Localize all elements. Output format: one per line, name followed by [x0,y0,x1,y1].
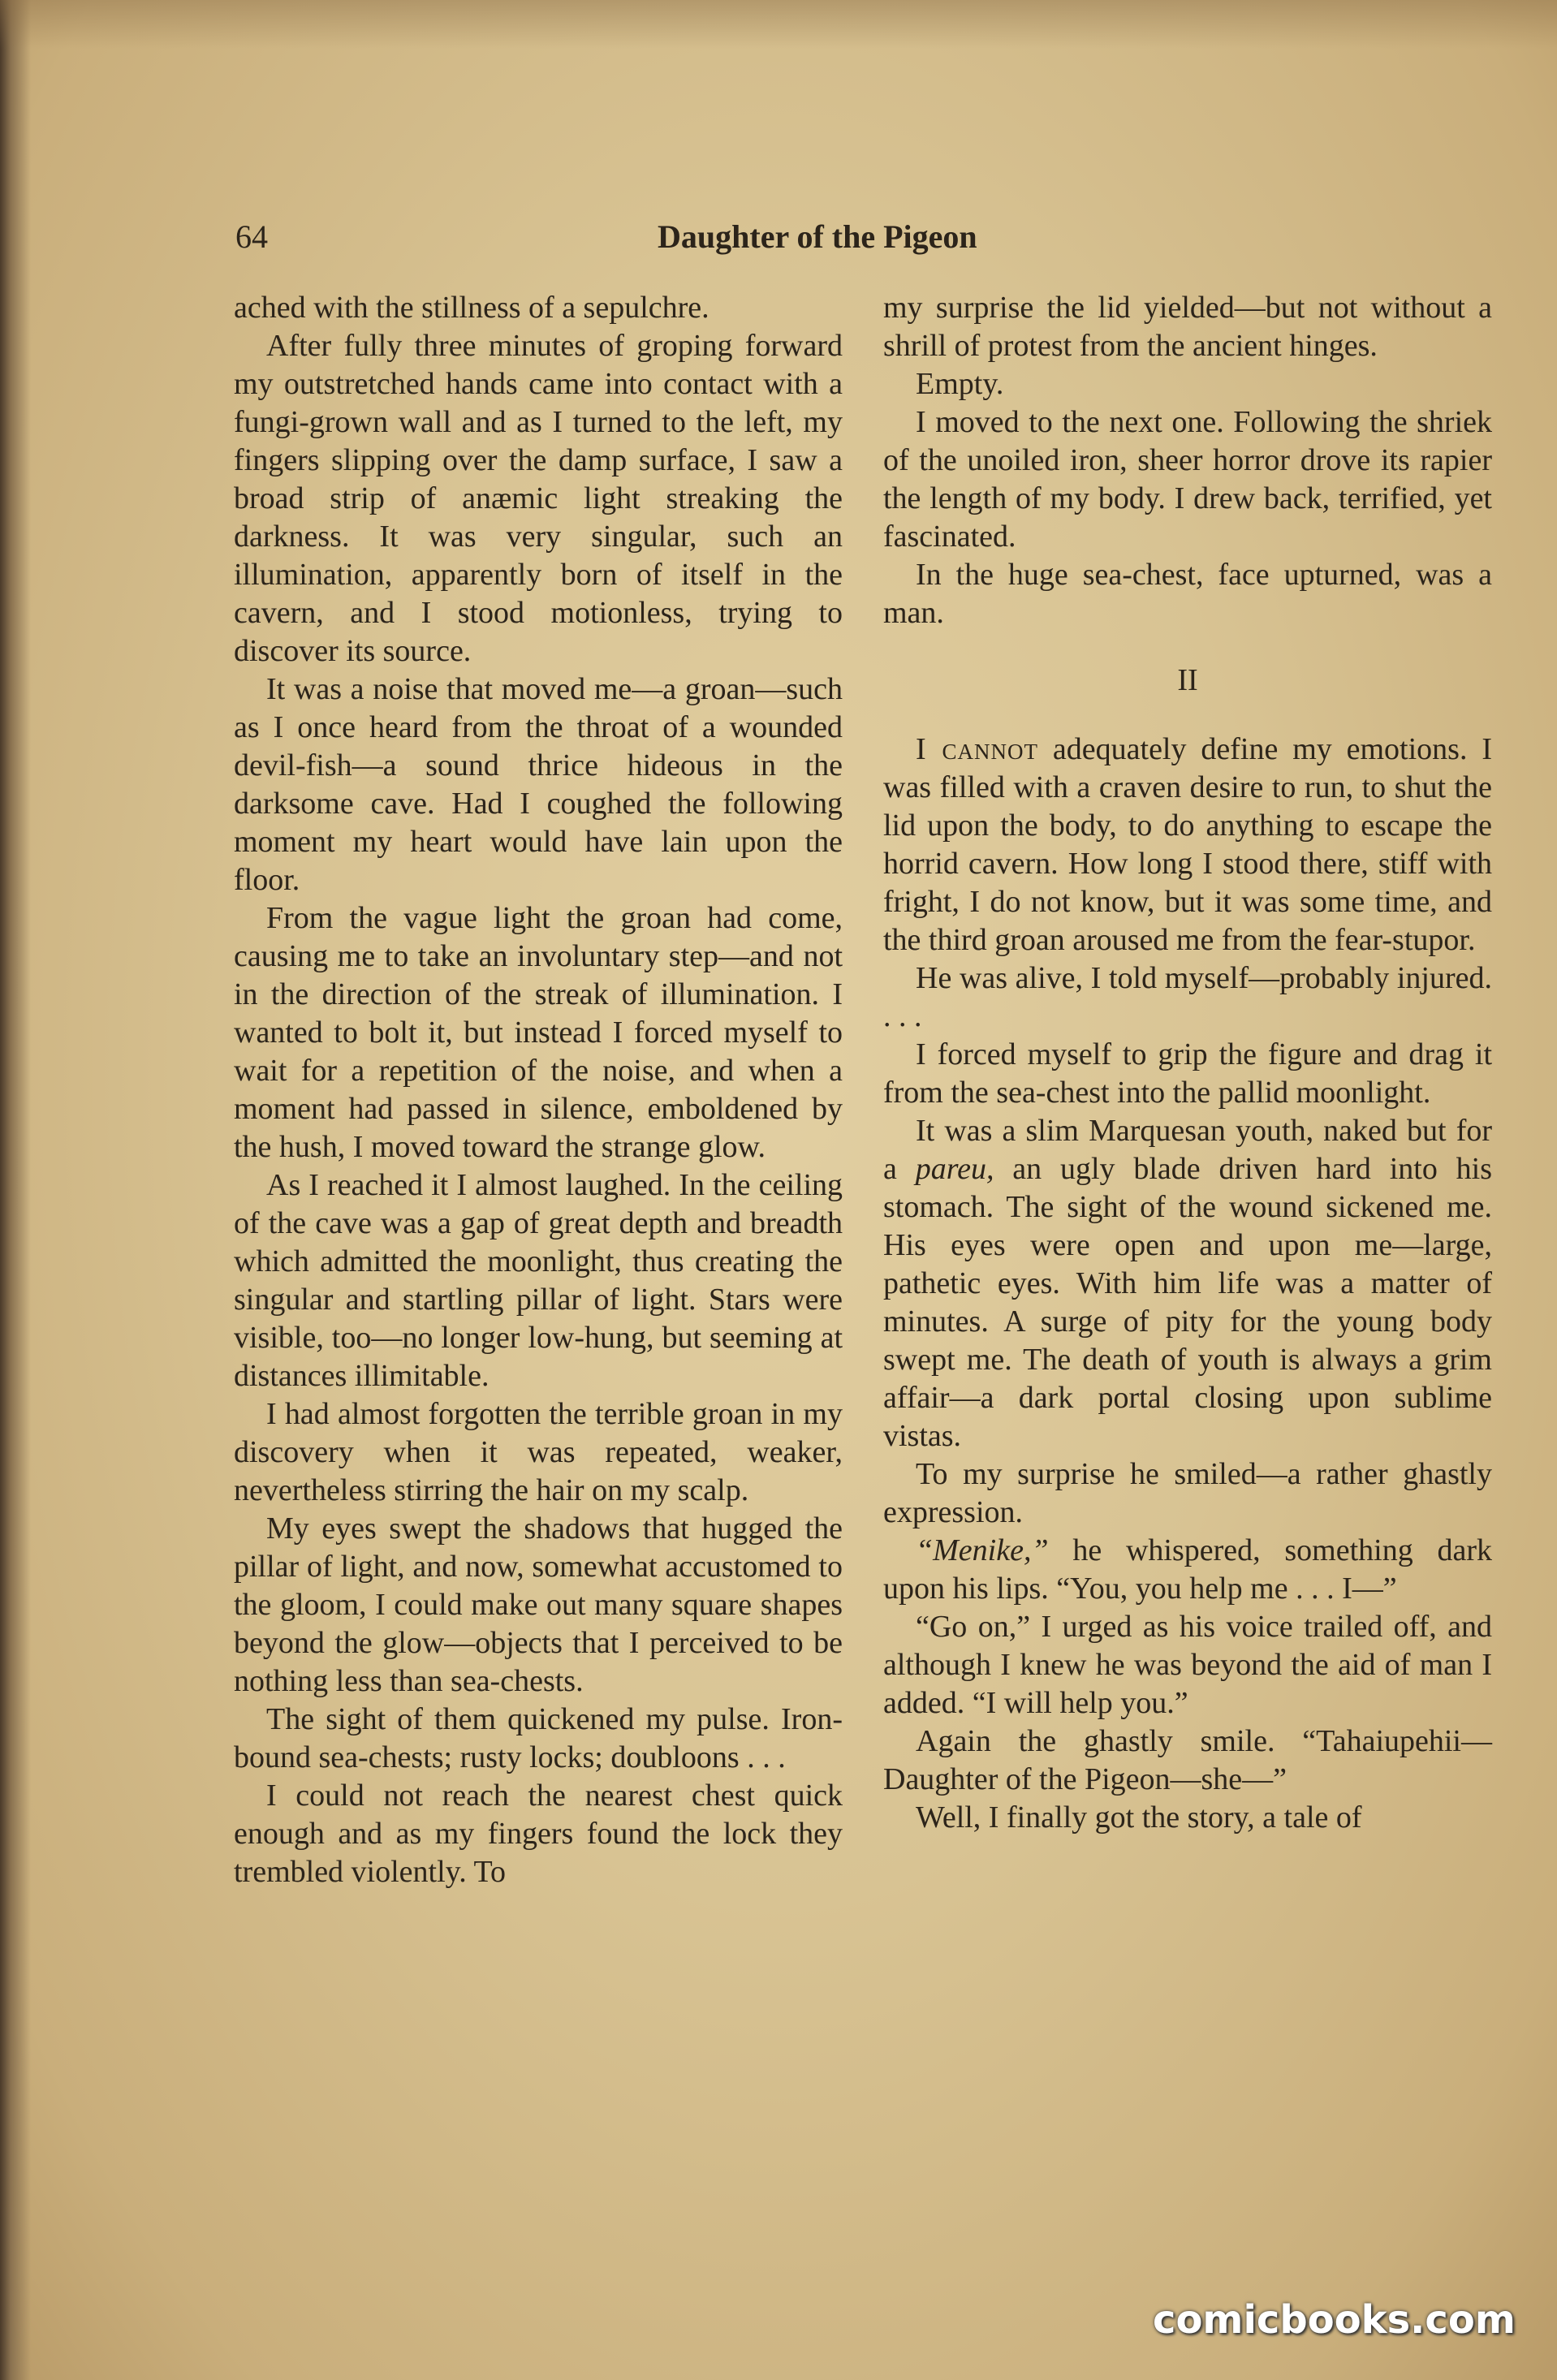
paragraph: Well, I finally got the story, a tale of [916,1800,1362,1835]
paragraph: I moved to the next one. Following the shriek of the unoiled iron, sheer horror drove its rapier the length of my body. I drew back, terrified, yet fascinated. [883,405,1492,554]
paragraph-text: adequately define my emotions. I was filled with a craven desire to run, to shut the lid upon the body, to do anything to escape the horrid cavern. How long I stood there, stiff with fright, I do not know, but it was some time, and the third groan aroused me from the fear-stupor. [883,732,1492,957]
paragraph: He was alive, I told myself—probably injured. . . . [883,961,1492,1033]
paragraph-text: It was a slim Marquesan youth, naked but for a [883,1114,1492,1186]
page-number: 64 [235,218,268,255]
paragraph: After fully three minutes of groping forward my outstretched hands came into contact with a fungi-grown wall and as I turned to the left, my fingers slipping over the damp surface, I saw a broad strip of anæmic light streaking the darkness. It was very singular, such an illumination, apparently born of itself in the cavern, and I stood motionless, trying to discover its source. [234,329,843,668]
site-watermark: comicbooks.com [1153,2297,1516,2343]
paragraph: “Go on,” I urged as his voice trailed off, and although I knew he was beyond the aid of man I added. “I will help you.” [883,1610,1492,1720]
right-column [883,289,1492,1837]
left-column [234,289,843,1891]
section-opening-paragraph [883,731,1492,959]
page-binding-edge [0,0,31,2380]
paragraph-text: an ugly blade driven hard into his stomach. The sight of the wound sickened me. His eyes were open and upon me—large, pathetic eyes. With him life was a matter of minutes. A surge of pity for the young body swept me. The death of youth is always a grim affair—a dark portal closing upon sublime vistas. [883,1152,1492,1453]
paragraph: It was a noise that moved me—a groan—such as I once heard from the throat of a wounded devil-fish—a sound thrice hideous in the darksome cave. Had I coughed the following moment my heart would have lain upon the floor. [234,672,843,897]
paragraph: Empty. [916,367,1004,401]
paragraph: In the huge sea-chest, face upturned, was a man. [883,558,1492,630]
paragraph: The sight of them quickened my pulse. Iron-bound sea-chests; rusty locks; doubloons . . . [234,1702,843,1774]
italic-word: pareu, [915,1152,994,1186]
paragraph: my surprise the lid yielded—but not without a shrill of protest from the ancient hinges. [883,291,1492,363]
section-heading: II [1177,663,1198,697]
paragraph: I could not reach the nearest chest quick enough and as my fingers found the lock they trembled violently. To [234,1779,843,1889]
paragraph: I had almost forgotten the terrible groan in my discovery when it was repeated, weaker, nevertheless stirring the hair on my scalp. [234,1397,843,1507]
paragraph: My eyes swept the shadows that hugged the pillar of light, and now, somewhat accustomed to the gloom, I could make out many square shapes beyond the glow—objects that I perceived to be nothing less than sea-chests. [234,1511,843,1698]
paragraph: From the vague light the groan had come, causing me to take an involuntary step—and not in the direction of the streak of illumination. I wanted to bolt it, but instead I forced myself to wait for a repetition of the noise, and when a moment had passed in silence, emboldened by the hush, I moved toward the strange glow. [234,901,843,1164]
page-header [235,213,1494,261]
paragraph: ached with the stillness of a sepulchre. [234,291,709,325]
running-title: Daughter of the Pigeon [658,218,977,255]
italic-word: “Menike,” [916,1533,1049,1567]
drop-smallcaps: I cannot [916,732,1039,766]
paragraph [883,1532,1492,1608]
paragraph: To my surprise he smiled—a rather ghastly expression. [883,1457,1492,1529]
paragraph: As I reached it I almost laughed. In the ceiling of the cave was a gap of great depth and breadth which admitted the moonlight, thus creating the singular and startling pillar of light. Stars were visible, too—no longer low-hung, but seeming at distances illimitable. [234,1168,843,1393]
paragraph-text: he whispered, something dark upon his lips. “You, you help me . . . I—” [883,1533,1492,1606]
paragraph [883,1112,1492,1455]
paragraph: Again the ghastly smile. “Tahaiupehii—Daughter of the Pigeon—she—” [883,1724,1492,1796]
page-top-shadow [0,0,1557,49]
paragraph: I forced myself to grip the figure and drag it from the sea-chest into the pallid moonlight. [883,1037,1492,1110]
